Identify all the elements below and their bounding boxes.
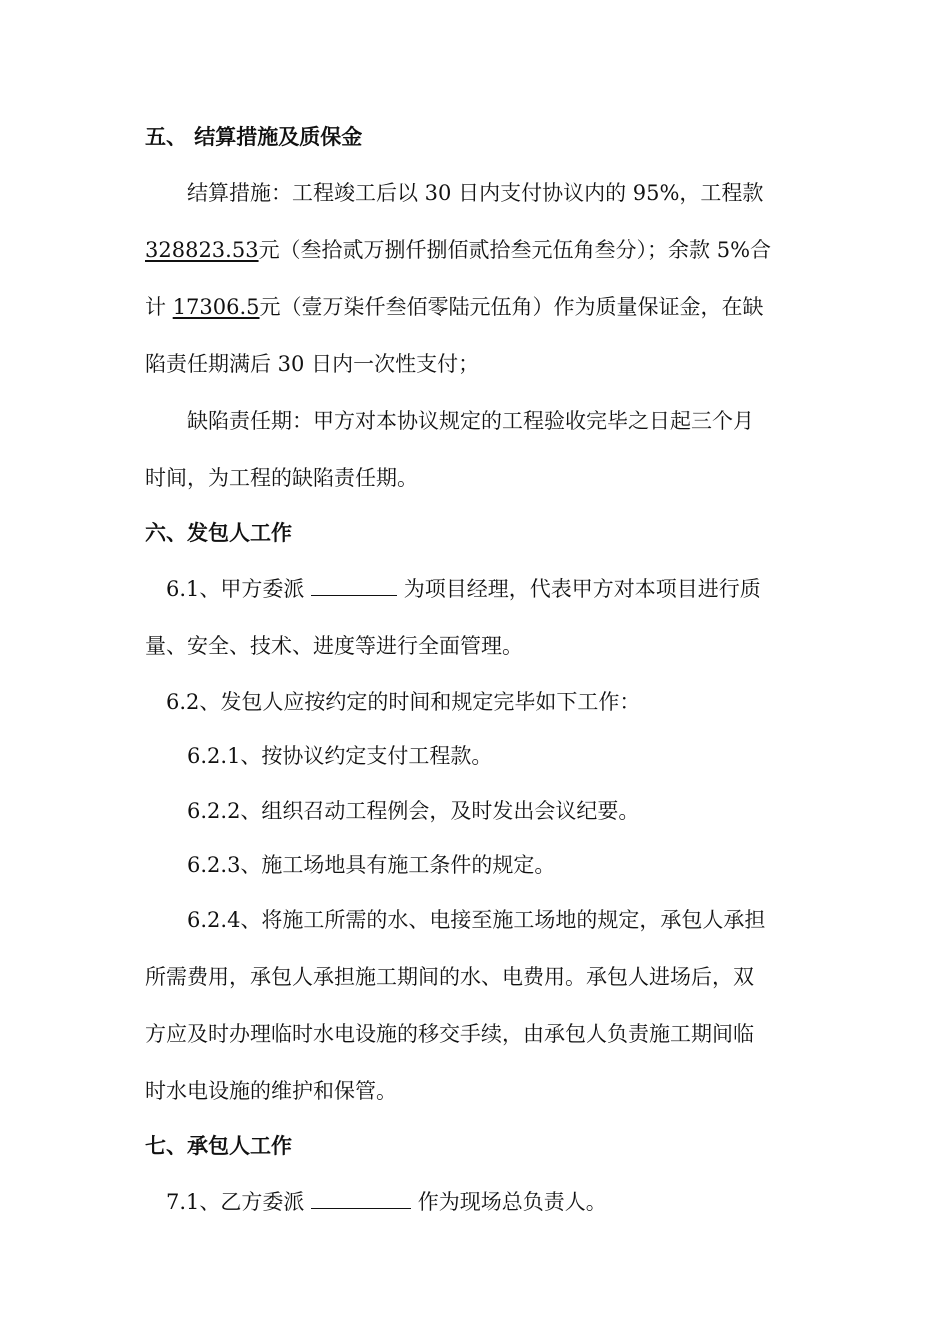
item-6-2-4-line-2: 所需费用，承包人承担施工期间的水、电费用。承包人进场后，双: [145, 965, 754, 989]
item-6-2-2: 6.2.2、组织召动工程例会，及时发出会议纪要。: [187, 799, 640, 823]
settlement-paragraph-line-3: 计 17306.5元（壹万柒仟叁佰零陆元伍角）作为质量保证金，在缺: [145, 295, 764, 319]
section-6-heading: 六、发包人工作: [145, 520, 292, 545]
item-6-2-4-line-3: 方应及时办理临时水电设施的移交手续，由承包人负责施工期间临: [145, 1022, 754, 1046]
item-6-1-line-2: 量、安全、技术、进度等进行全面管理。: [145, 634, 523, 658]
section-5-heading: 五、 结算措施及质保金: [145, 124, 363, 149]
section-7-heading: 七、承包人工作: [145, 1133, 292, 1158]
settlement-paragraph-line-4: 陷责任期满后 30 日内一次性支付；: [145, 352, 480, 376]
item-7-1: 7.1、乙方委派 作为现场总负责人。: [166, 1190, 607, 1214]
item-6-2-1: 6.2.1、按协议约定支付工程款。: [187, 744, 493, 768]
site-leader-name-blank: [311, 1188, 411, 1209]
retention-amount: 17306.5: [172, 295, 260, 319]
item-6-1-line-1: 6.1、甲方委派 为项目经理，代表甲方对本项目进行质: [166, 577, 761, 601]
item-6-2-4-line-1: 6.2.4、将施工所需的水、电接至施工场地的规定，承包人承担: [187, 908, 766, 932]
settlement-paragraph-line-2: 328823.53元（叁拾贰万捌仟捌佰贰拾叁元伍角叁分）；余款 5%合: [145, 238, 772, 262]
payment-amount: 328823.53: [145, 238, 259, 262]
defect-period-line-2: 时间，为工程的缺陷责任期。: [145, 466, 418, 490]
item-6-2: 6.2、发包人应按约定的时间和规定完毕如下工作：: [166, 690, 641, 714]
item-6-2-3: 6.2.3、施工场地具有施工条件的规定。: [187, 853, 556, 877]
manager-name-blank: [311, 575, 397, 596]
item-6-2-4-line-4: 时水电设施的维护和保管。: [145, 1079, 397, 1103]
settlement-paragraph-line-1: 结算措施：工程竣工后以 30 日内支付协议内的 95%，工程款: [187, 181, 764, 205]
defect-period-line-1: 缺陷责任期：甲方对本协议规定的工程验收完毕之日起三个月: [187, 409, 754, 433]
